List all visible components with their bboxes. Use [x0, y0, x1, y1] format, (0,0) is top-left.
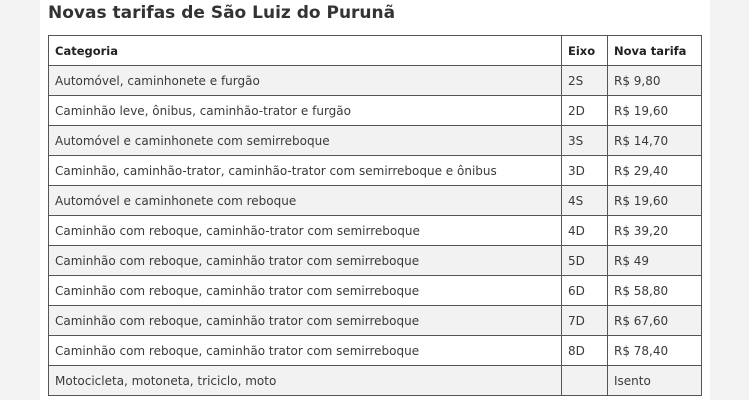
cell-eixo: 8D [562, 336, 608, 366]
table-row [49, 246, 702, 276]
cell-categoria: Caminhão com reboque, caminhão trator com semirreboque [49, 336, 562, 366]
table-row [49, 96, 702, 126]
cell-tarifa: R$ 58,80 [608, 276, 702, 306]
header-nova-tarifa: Nova tarifa [608, 36, 702, 66]
table-row [49, 66, 702, 96]
cell-categoria: Caminhão com reboque, caminhão trator com semirreboque [49, 306, 562, 336]
cell-tarifa: Isento [608, 366, 702, 396]
cell-categoria: Caminhão leve, ônibus, caminhão-trator e furgão [49, 96, 562, 126]
cell-eixo: 4D [562, 216, 608, 246]
cell-eixo: 7D [562, 306, 608, 336]
table-row [49, 366, 702, 396]
table-row [49, 336, 702, 366]
cell-eixo [562, 366, 608, 396]
cell-tarifa: R$ 78,40 [608, 336, 702, 366]
cell-eixo: 3S [562, 126, 608, 156]
cell-eixo: 2S [562, 66, 608, 96]
cell-tarifa: R$ 67,60 [608, 306, 702, 336]
table-row [49, 216, 702, 246]
table-row [49, 276, 702, 306]
cell-categoria: Caminhão com reboque, caminhão trator com semirreboque [49, 246, 562, 276]
cell-tarifa: R$ 19,60 [608, 96, 702, 126]
cell-categoria: Motocicleta, motoneta, triciclo, moto [49, 366, 562, 396]
cell-tarifa: R$ 29,40 [608, 156, 702, 186]
cell-tarifa: R$ 49 [608, 246, 702, 276]
tariff-table [48, 35, 702, 396]
header-categoria: Categoria [49, 36, 562, 66]
cell-eixo: 6D [562, 276, 608, 306]
cell-eixo: 3D [562, 156, 608, 186]
cell-categoria: Automóvel e caminhonete com semirreboque [49, 126, 562, 156]
cell-categoria: Automóvel, caminhonete e furgão [49, 66, 562, 96]
table-header-row [49, 36, 702, 66]
cell-tarifa: R$ 9,80 [608, 66, 702, 96]
table-row [49, 186, 702, 216]
cell-tarifa: R$ 39,20 [608, 216, 702, 246]
table-row [49, 126, 702, 156]
cell-tarifa: R$ 19,60 [608, 186, 702, 216]
page-title: Novas tarifas de São Luiz do Purunã [48, 3, 396, 23]
table-row [49, 156, 702, 186]
cell-categoria: Caminhão com reboque, caminhão trator com semirreboque [49, 276, 562, 306]
cell-categoria: Caminhão, caminhão-trator, caminhão-trator com semirreboque e ônibus [49, 156, 562, 186]
cell-categoria: Caminhão com reboque, caminhão-trator com semirreboque [49, 216, 562, 246]
cell-eixo: 4S [562, 186, 608, 216]
cell-eixo: 2D [562, 96, 608, 126]
table-row [49, 306, 702, 336]
cell-categoria: Automóvel e caminhonete com reboque [49, 186, 562, 216]
cell-eixo: 5D [562, 246, 608, 276]
cell-tarifa: R$ 14,70 [608, 126, 702, 156]
header-eixo: Eixo [562, 36, 608, 66]
